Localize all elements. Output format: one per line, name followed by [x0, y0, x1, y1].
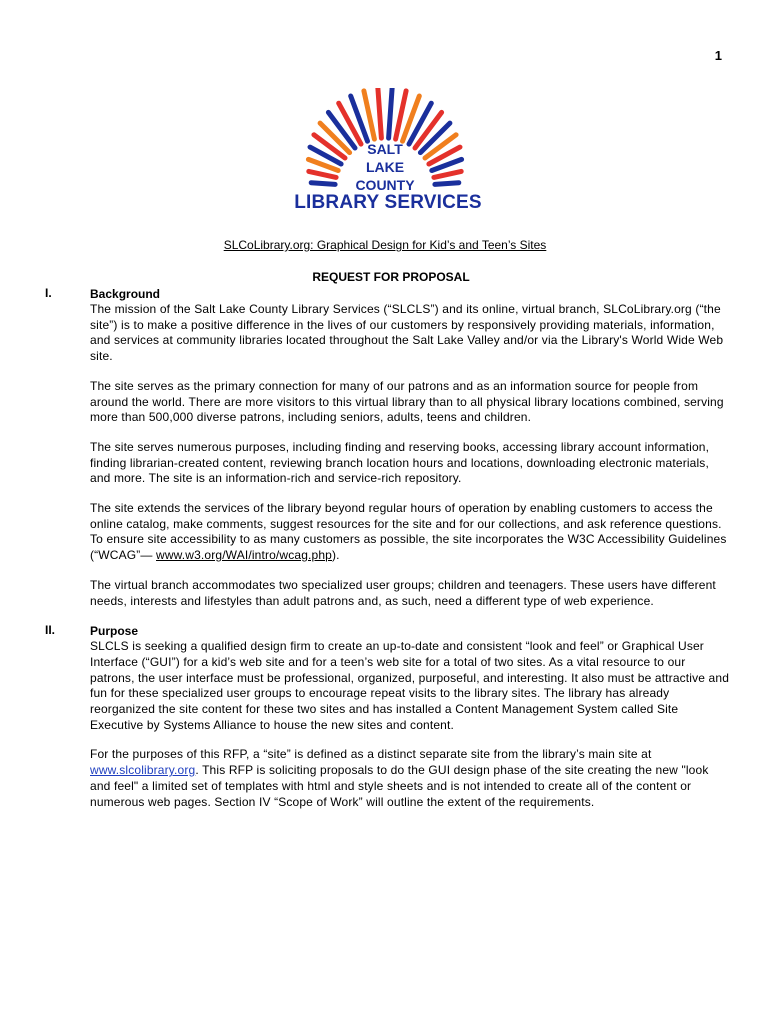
paragraph-text: For the purposes of this RFP, a “site” is defined as a distinct separate site from the library’s main site at [90, 747, 652, 762]
logo-text-salt: SALT [367, 141, 403, 157]
wcag-link[interactable]: www.w3.org/WAI/intro/wcag.php [156, 548, 332, 563]
paragraph: The site serves as the primary connection for many of our patrons and as an information source for people from around the world. There are more visitors to this virtual library than to all physical library locations combined, serving more than 500,000 diverse patrons, including seniors, adults, teens and children. [90, 378, 724, 425]
logo-ray [309, 171, 336, 177]
rfp-heading: REQUEST FOR PROPOSAL [312, 270, 470, 284]
paragraph: The virtual branch accommodates two specialized user groups; children and teenagers. These users have different needs, interests and lifestyles than adult patrons and, as such, need a different type of web experience. [90, 577, 716, 608]
page-number: 1 [714, 48, 722, 63]
slcolibrary-link[interactable]: www.slcolibrary.org [90, 763, 196, 778]
paragraph [90, 747, 730, 810]
logo-text-county: COUNTY [355, 177, 415, 193]
document-body [0, 286, 770, 824]
logo-ray [435, 183, 459, 185]
paragraph: SLCLS is seeking a qualified design firm to create an up-to-date and consistent “look and feel” or Graphical User Interface (“GUI”) for a kid’s web site and for a teen’s web site for a total of two sites. As a vital resource to our patrons, the user interface must be professional, organized, purposeful, and interesting. It also must be attractive and fun for these specialized user groups to encourage repeat visits to the library sites. The library has already reorganized the site content for these two sites and has installed a Content Management System called Site Executive by Systems Alliance to house the new sites and content. [90, 639, 730, 732]
section-title: Purpose [90, 624, 139, 639]
logo-ray [389, 88, 393, 138]
logo-ray [311, 183, 335, 185]
section-purpose [0, 623, 770, 810]
logo-ray [434, 171, 461, 177]
section-number: II. [45, 623, 56, 638]
section-title: Background [90, 287, 161, 301]
paragraph: The site serves numerous purposes, including finding and reserving books, accessing library account information, finding librarian-created content, reviewing branch location hours and locations, downloading electronic materials, and more. The site is an information-rich and service-rich repository. [90, 439, 710, 486]
paragraph-text: The site extends the services of the library beyond regular hours of operation by enabling customers to access the online catalog, make comments, suggest resources for the site and for our collections, and ask reference questions. To ensure site accessibility to as many customers as possible, the site incorporates the W3C Accessibility Guidelines (“WCAG”— [90, 501, 727, 563]
paragraph-text: . This RFP is soliciting proposals to do the GUI design phase of the site creating the new "look and feel" a limited set of templates with html and style sheets and is not intended to create all of the content or numerous web pages. Section IV “Scope of Work” will outline the extent of the requirements. [90, 763, 709, 809]
section-number: I. [45, 286, 52, 300]
logo-library-services: LIBRARY SERVICES [294, 192, 482, 213]
paragraph: The mission of the Salt Lake County Library Services (“SLCLS”) and its online, virtual branch, SLCoLibrary.org (“the site”) is to make a positive difference in the lives of our customers by responsively providing materials, information, and services at community libraries located throughout the Salt Lake Valley and/or via the Library's World Wide Web site. [90, 302, 724, 364]
logo-ray [378, 88, 382, 138]
paragraph [90, 501, 730, 564]
logo-text-lake: LAKE [365, 159, 405, 175]
section-background [0, 286, 770, 609]
document-subtitle: SLCoLibrary.org: Graphical Design for Kid’s and Teen’s Sites [223, 238, 547, 252]
paragraph-text: ). [332, 548, 340, 563]
